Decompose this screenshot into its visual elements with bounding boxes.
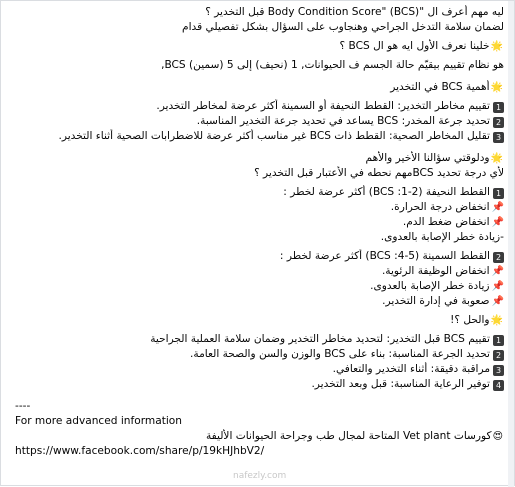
post-line-text: مراقبة دقيقة: أثناء التخدير والتعافي.: [332, 363, 490, 375]
post-line-text: لضمان سلامة التدخل الجراحي وهنجاوب على السؤال بشكل تفصيلي قدام: [182, 21, 504, 33]
post-line-text: ودلوقتي سؤالنا الأخير والأهم: [365, 152, 490, 164]
number-keycap-icon: 3: [493, 365, 504, 376]
post-line-text: خلينا نعرف الأول ايه هو ال BCS ؟: [339, 40, 490, 52]
number-keycap-icon: 2: [493, 350, 504, 361]
post-line: [15, 230, 504, 245]
post-line-text: أهمية BCS في التخدير: [390, 81, 490, 93]
sun-icon: 🌟: [490, 153, 503, 164]
post-line-text: ----: [15, 400, 31, 412]
post-line-text: انخفاض ضغط الدم.: [402, 216, 490, 228]
post-line: [15, 362, 504, 377]
post-line-text: For more advanced information: [15, 415, 182, 427]
post-line: [15, 185, 504, 200]
post-line-text[interactable]: https://www.facebook.com/share/p/19kHJhbV2/: [15, 445, 265, 457]
post-line: [15, 5, 504, 20]
post-line-text: انخفاض درجة الحرارة.: [390, 201, 490, 213]
post-body: [15, 5, 504, 459]
post-line: [15, 279, 504, 294]
post-line-text: تحديد الجرعة المناسبة: بناء على BCS والوزن والسن والصحة العامة.: [190, 348, 490, 360]
pin-icon: 📌: [491, 266, 504, 277]
post-line: [15, 114, 504, 129]
post-line: [15, 294, 504, 309]
line-spacer: [15, 73, 504, 80]
post-line-text: لأي درجة تحديد BCSمهم نحطه في الأعتبار قبل التخدير ؟: [254, 167, 504, 179]
post-line-text: -زيادة خطر الإصابة بالعدوى.: [380, 231, 504, 243]
number-keycap-icon: 1: [493, 188, 504, 199]
post-line: [15, 347, 504, 362]
number-keycap-icon: 3: [493, 132, 504, 143]
post-line: [15, 264, 504, 279]
post-line: [15, 200, 504, 215]
post-line: [15, 39, 504, 54]
post-line-text: كورسات Vet plant المتاحة لمجال طب وجراحة الحيوانات الأليفة: [205, 430, 492, 442]
sun-icon: 🌟: [490, 82, 503, 93]
post-line-text: القطط السمينة (BCS :4-5) أكثر عرضة لخطر :: [279, 250, 490, 262]
watermark: nafezly.com: [233, 471, 287, 481]
pin-icon: 📌: [491, 217, 504, 228]
post-line: [15, 313, 504, 328]
post-line: [15, 215, 504, 230]
post-line: [15, 20, 504, 35]
post-line-text: توفير الرعاية المناسبة: قبل وبعد التخدير.: [311, 378, 490, 390]
number-keycap-icon: 2: [493, 117, 504, 128]
post-line-text: صعوبة في إدارة التخدير.: [382, 295, 490, 307]
heart-eyes-icon: 😍: [492, 431, 503, 442]
post-line-text: والحل ؟!: [450, 314, 490, 326]
post-line-text: تقليل المخاطر الصحية: القطط ذات BCS غير مناسب أكثر عرضة للاضطرابات الصحية أثناء التخدير.: [58, 130, 490, 142]
post-line: [15, 58, 504, 73]
post-line-text: هو نظام تقييم بيقيّم حالة الجسم ف الحيوانات, 1 (نحيف) إلى 5 (سمين) BCS,: [161, 59, 504, 71]
number-keycap-icon: 1: [493, 335, 504, 346]
pin-icon: 📌: [491, 281, 504, 292]
line-spacer: [15, 144, 504, 151]
post-line: [15, 377, 504, 392]
sun-icon: 🌟: [490, 41, 503, 52]
post-line-text: تقييم BCS قبل التخدير: لتحديد مخاطر التخدير وضمان سلامة العملية الجراحية: [150, 333, 490, 345]
post-line: [15, 80, 504, 95]
number-keycap-icon: 4: [493, 380, 504, 391]
post-line-text: القطط النحيفة (BCS :1-2) أكثر عرضة لخطر :: [283, 186, 490, 198]
post-line: [15, 249, 504, 264]
post-line-text: ليه مهم أعرف ال "Body Condition Score" (BCS) قبل التخدير ؟: [205, 6, 504, 18]
post-line: [15, 99, 504, 114]
pin-icon: 📌: [491, 202, 504, 213]
post-link[interactable]: [15, 444, 504, 459]
post-line: [15, 429, 504, 444]
post-line: [15, 332, 504, 347]
number-keycap-icon: 2: [493, 252, 504, 263]
post-line-text: انخفاض الوظيفة الرئوية.: [381, 265, 490, 277]
post-line-text: تحديد جرعة المخدر: BCS يساعد في تحديد جرعة التخدير المناسبة.: [196, 115, 490, 127]
line-spacer: [15, 392, 504, 399]
pin-icon: 📌: [491, 296, 504, 307]
number-keycap-icon: 1: [493, 102, 504, 113]
post-line: [15, 166, 504, 181]
post-line: [15, 151, 504, 166]
post-line-text: زيادة خطر الإصابة بالعدوى.: [370, 280, 490, 292]
post-line-text: تقييم مخاطر التخدير: القطط النحيفة أو السمينة أكثر عرضة لمخاطر التخدير.: [156, 100, 490, 112]
post-line: [15, 414, 504, 429]
scrollbar[interactable]: [508, 1, 514, 487]
post-line: [15, 399, 504, 414]
post-line: [15, 129, 504, 144]
sun-icon: 🌟: [490, 315, 503, 326]
